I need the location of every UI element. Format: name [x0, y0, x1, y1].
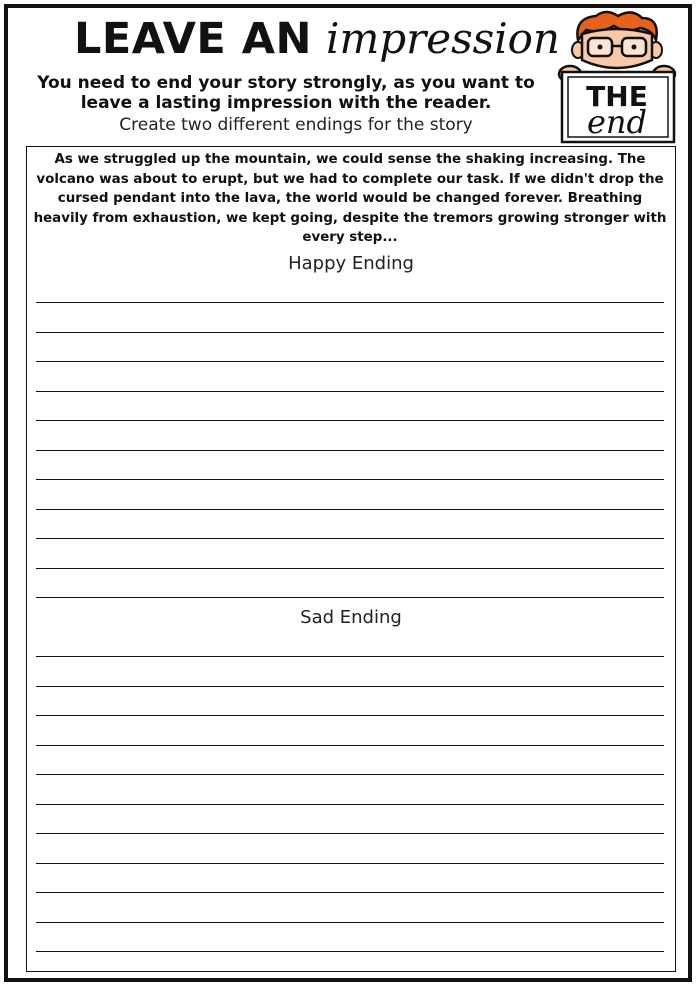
writing-line[interactable] [36, 391, 664, 392]
sign-text-top: THE [586, 80, 648, 113]
right-eye [632, 45, 637, 50]
writing-line[interactable] [36, 509, 664, 510]
subtitle: You need to end your story strongly, as you want to leave a lasting impression with the reader. [37, 73, 535, 113]
left-eye [598, 45, 603, 50]
story-prompt: As we struggled up the mountain, we could sense the shaking increasing. The volcano was about to erupt, but we had to complete our task. If we didn't drop the cursed pendant into the lava, the world would be changed forever. Breathing heavily from exhaustion, we kept going, despite the tremors growing stronger with every step... [33, 152, 667, 245]
title-caps: LEAVE AN [74, 14, 313, 64]
writing-line[interactable] [36, 951, 664, 952]
writing-line[interactable] [36, 450, 664, 451]
writing-line[interactable] [36, 597, 664, 598]
writing-line[interactable] [36, 361, 664, 362]
writing-line[interactable] [36, 656, 664, 657]
writing-line[interactable] [36, 715, 664, 716]
sign-text-bottom: end [586, 103, 648, 141]
writing-line[interactable] [36, 745, 664, 746]
writing-line[interactable] [36, 568, 664, 569]
writing-line[interactable] [36, 892, 664, 893]
writing-line[interactable] [36, 479, 664, 480]
writing-line[interactable] [36, 420, 664, 421]
instruction: Create two different endings for the story [119, 115, 473, 135]
writing-line[interactable] [36, 302, 664, 303]
title-script: impression [326, 14, 560, 63]
writing-line[interactable] [36, 863, 664, 864]
happy-ending-heading: Happy Ending [288, 253, 414, 274]
boy-holding-the-end-sign-icon [556, 10, 680, 144]
page-title [74, 14, 560, 74]
writing-line[interactable] [36, 332, 664, 333]
writing-line[interactable] [36, 538, 664, 539]
writing-line[interactable] [36, 686, 664, 687]
writing-line[interactable] [36, 804, 664, 805]
writing-line[interactable] [36, 922, 664, 923]
writing-line[interactable] [36, 774, 664, 775]
writing-line[interactable] [36, 833, 664, 834]
sad-ending-heading: Sad Ending [300, 607, 402, 628]
